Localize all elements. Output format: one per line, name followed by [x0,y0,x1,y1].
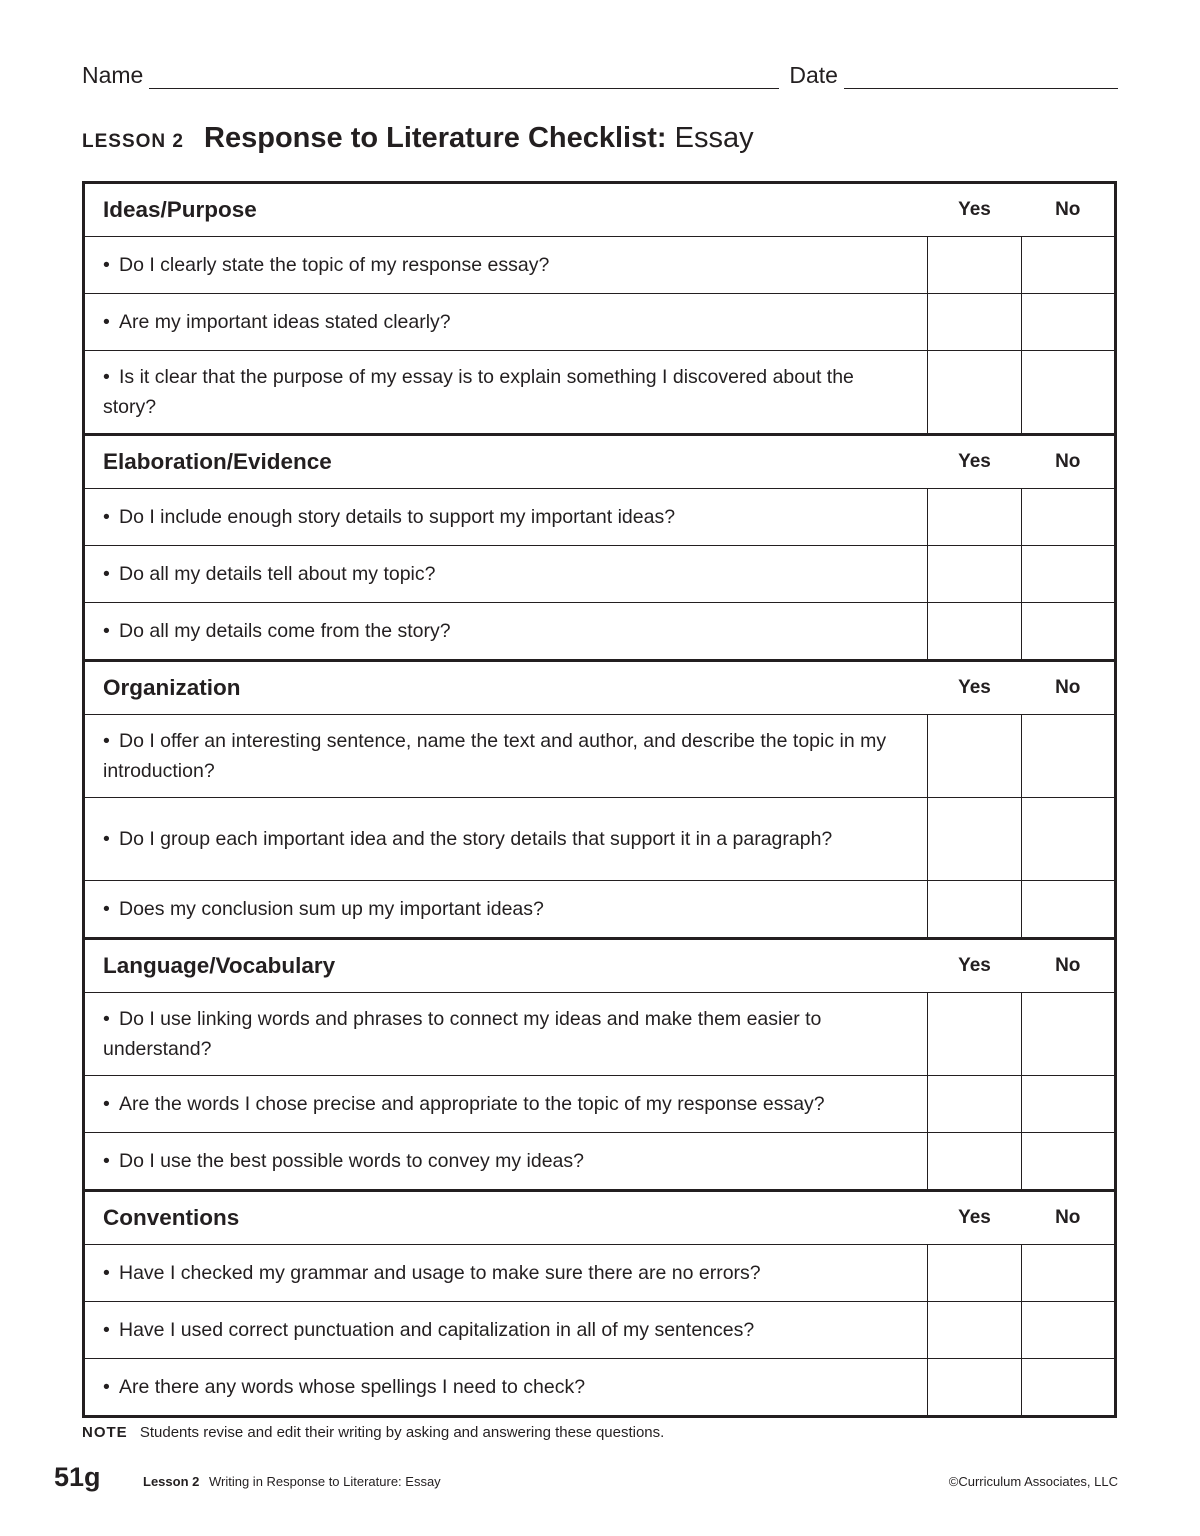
note-label: NOTE [82,1424,128,1441]
question-cell [84,993,928,1076]
section-heading: Elaboration/Evidence [84,435,928,489]
title-sub: Essay [674,122,754,154]
yes-checkbox[interactable] [928,1133,1022,1191]
question-row [84,489,1116,546]
section-heading: Conventions [84,1191,928,1245]
question-row [84,1245,1116,1302]
no-checkbox[interactable] [1022,1359,1116,1417]
page-footer [0,1462,1200,1502]
question-text: Do I offer an interesting sentence, name the text and author, and describe the topic in my introduction? [103,730,887,782]
bullet-icon: • [103,1008,110,1030]
bullet-icon: • [103,620,110,642]
no-column-label: No [1022,661,1116,715]
yes-checkbox[interactable] [928,489,1022,546]
question-text: Have I used correct punctuation and capitalization in all of my sentences? [119,1319,755,1341]
lesson-number: LESSON 2 [82,131,184,152]
question-text: Does my conclusion sum up my important ideas? [119,898,544,920]
checklist-section [84,183,1116,435]
yes-checkbox[interactable] [928,798,1022,881]
name-label: Name [82,62,144,88]
footer-lesson-label: Lesson 2 [143,1474,200,1489]
question-cell [84,603,928,661]
no-checkbox[interactable] [1022,603,1116,661]
no-checkbox[interactable] [1022,237,1116,294]
section-header [84,1191,1116,1245]
bullet-icon: • [103,1262,110,1284]
question-row [84,798,1116,881]
question-cell [84,881,928,939]
date-field[interactable] [844,66,1118,89]
date-label: Date [789,62,838,88]
name-field[interactable] [149,66,779,89]
section-heading: Ideas/Purpose [84,183,928,237]
question-cell [84,237,928,294]
bullet-icon: • [103,311,110,333]
bullet-icon: • [103,1319,110,1341]
page-number: 51g [54,1462,101,1492]
no-column-label: No [1022,435,1116,489]
question-row [84,546,1116,603]
question-text: Are the words I chose precise and appropriate to the topic of my response essay? [119,1093,825,1115]
question-row [84,351,1116,435]
question-row [84,1302,1116,1359]
question-text: Is it clear that the purpose of my essay is to explain something I discovered about the story? [103,366,854,418]
name-date-line [82,62,1118,89]
question-text: Do I use linking words and phrases to connect my ideas and make them easier to understand? [103,1008,822,1060]
yes-checkbox[interactable] [928,546,1022,603]
question-text: Are my important ideas stated clearly? [119,311,451,333]
section-header [84,435,1116,489]
section-header [84,939,1116,993]
no-column-label: No [1022,183,1116,237]
question-text: Are there any words whose spellings I need to check? [119,1376,586,1398]
question-row [84,294,1116,351]
question-cell [84,546,928,603]
question-row [84,1133,1116,1191]
bullet-icon: • [103,366,110,388]
bullet-icon: • [103,828,110,850]
question-text: Have I checked my grammar and usage to make sure there are no errors? [119,1262,761,1284]
question-row [84,1359,1116,1417]
question-row [84,993,1116,1076]
section-header [84,661,1116,715]
no-checkbox[interactable] [1022,993,1116,1076]
question-text: Do I clearly state the topic of my response essay? [119,254,550,276]
bullet-icon: • [103,898,110,920]
question-row [84,881,1116,939]
yes-checkbox[interactable] [928,237,1022,294]
footer-lesson-title: Writing in Response to Literature: Essay [208,1474,441,1489]
no-checkbox[interactable] [1022,1302,1116,1359]
question-cell [84,1245,928,1302]
question-cell [84,715,928,798]
no-checkbox[interactable] [1022,294,1116,351]
section-header [84,183,1116,237]
checklist-section [84,435,1116,661]
question-cell [84,798,928,881]
bullet-icon: • [103,1093,110,1115]
bullet-icon: • [103,1376,110,1398]
question-cell [84,1076,928,1133]
yes-checkbox[interactable] [928,294,1022,351]
yes-checkbox[interactable] [928,1302,1022,1359]
bullet-icon: • [103,254,110,276]
footer-lesson-ref [143,1474,441,1489]
yes-column-label: Yes [928,661,1022,715]
question-row [84,237,1116,294]
copyright: ©Curriculum Associates, LLC [948,1474,1118,1489]
question-row [84,603,1116,661]
question-cell [84,1302,928,1359]
no-column-label: No [1022,939,1116,993]
yes-checkbox[interactable] [928,993,1022,1076]
yes-column-label: Yes [928,435,1022,489]
yes-column-label: Yes [928,1191,1022,1245]
question-row [84,715,1116,798]
section-heading: Organization [84,661,928,715]
no-column-label: No [1022,1191,1116,1245]
question-cell [84,351,928,435]
no-checkbox[interactable] [1022,1245,1116,1302]
yes-column-label: Yes [928,183,1022,237]
yes-checkbox[interactable] [928,1245,1022,1302]
question-text: Do all my details come from the story? [119,620,451,642]
yes-checkbox[interactable] [928,351,1022,435]
checklist-section [84,1191,1116,1417]
yes-column-label: Yes [928,939,1022,993]
no-checkbox[interactable] [1022,351,1116,435]
question-text: Do I group each important idea and the story details that support it in a paragraph? [119,828,833,850]
yes-checkbox[interactable] [928,1359,1022,1417]
yes-checkbox[interactable] [928,881,1022,939]
question-cell [84,489,928,546]
checklist-section [84,661,1116,939]
bullet-icon: • [103,730,110,752]
teacher-note [82,1424,664,1441]
bullet-icon: • [103,1150,110,1172]
no-checkbox[interactable] [1022,546,1116,603]
bullet-icon: • [103,506,110,528]
no-checkbox[interactable] [1022,489,1116,546]
question-text: Do I use the best possible words to convey my ideas? [119,1150,584,1172]
yes-checkbox[interactable] [928,1076,1022,1133]
note-text: Students revise and edit their writing by asking and answering these questions. [139,1424,665,1441]
page-title [82,122,754,155]
no-checkbox[interactable] [1022,798,1116,881]
question-cell [84,1133,928,1191]
yes-checkbox[interactable] [928,715,1022,798]
title-main: Response to Literature Checklist: [204,122,667,154]
question-cell [84,294,928,351]
no-checkbox[interactable] [1022,1076,1116,1133]
checklist-table [82,181,1117,1418]
no-checkbox[interactable] [1022,1133,1116,1191]
question-row [84,1076,1116,1133]
question-text: Do I include enough story details to support my important ideas? [119,506,676,528]
section-heading: Language/Vocabulary [84,939,928,993]
no-checkbox[interactable] [1022,715,1116,798]
checklist-section [84,939,1116,1191]
yes-checkbox[interactable] [928,603,1022,661]
question-cell [84,1359,928,1417]
no-checkbox[interactable] [1022,881,1116,939]
question-text: Do all my details tell about my topic? [119,563,436,585]
bullet-icon: • [103,563,110,585]
